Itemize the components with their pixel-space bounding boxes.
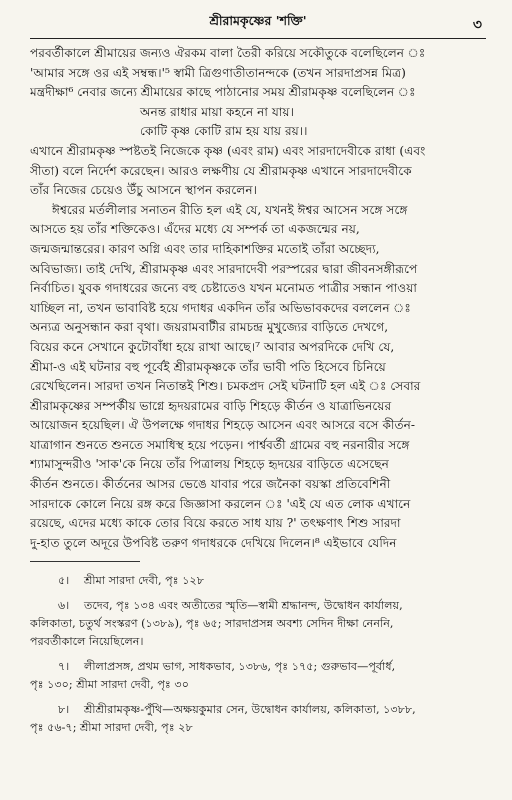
text-line: অন্যত্র অনুসন্ধান করা বৃথা। জয়রামবাটীর রামচন্দ্র মুখুজ্যের বাড়িতে দেখগে, [30,320,389,335]
text-line: রয়েছে, এদের মধ্যে কাকে তোর বিয়ে করতে সাধ যায় ?' তৎক্ষণাৎ শিশু সারদা [30,516,401,531]
text-line: অবিভাজ্য। তাই দেখি, শ্রীরামকৃষ্ণ এবং সারদাদেবী পরস্পরের দ্বারা জীবনসঙ্গীরূপে [30,261,418,276]
footnote-rule [30,561,140,562]
footnote-text: শ্রীশ্রীরামকৃষ্ণ-পুঁথি—অক্ষয়কুমার সেন, উদ্বোধন কার্যালয়, কলিকাতা, ১৩৮৮, [84,703,416,717]
header-rule [30,38,486,39]
paragraph-3 [30,201,486,554]
text-line: মন্ত্রদীক্ষা⁶ নেবার জন্যে শ্রীমায়ের কাছে পাঠানোর সময় শ্রীরামকৃষ্ণ বলেছিলেন ঃ [30,85,416,100]
footnote-text: লীলাপ্রসঙ্গ, প্রথম ভাগ, সাধকভাব, ১৩৮৬, পৃঃ ১৭৫; গুরুভাব—পূর্বার্ধ, [84,660,396,674]
text-line: জন্মজন্মান্তরের। কারণ অগ্নি এবং তার দাহিকাশক্তির মতোই তাঁরা অচ্ছেদ্য, [30,241,380,256]
header-title: শ্রীরামকৃষ্ণের 'শক্তি' [209,13,307,28]
paragraph-1 [30,44,486,103]
page-number: ৩ [472,17,482,33]
footnote-number: ৭। [58,660,70,674]
text-line: শ্রীরামকৃষ্ণের সম্পর্কীয় ভাগ্নে হৃদয়রামের বাড়ি শিহড়ে কীর্তন ও যাত্রাভিনয়ের [30,398,392,413]
text-line: কীর্তন শুনতে। কীর্তনের আসর ভেঙে যাবার পরে জনৈকা বয়স্কা প্রতিবেশিনী [30,477,391,492]
footnote-text: পৃঃ ১৩০; শ্রীমা সারদা দেবী, পৃঃ ৩০ [30,678,189,692]
verse-quote [30,103,486,142]
footnotes [30,572,486,737]
footnote-text: শ্রীমা সারদা দেবী, পৃঃ ১২৮ [84,574,204,588]
text-line: ঈশ্বরের মর্তলীলার সনাতন রীতি হল এই যে, যখনই ঈশ্বর আসেন সঙ্গে সঙ্গে [52,202,408,217]
text-line: সারদাকে কোলে নিয়ে রঙ্গ করে জিজ্ঞাসা করলেন ঃ 'এই যে এত লোক এখানে [30,496,411,511]
footnote-text: কলিকাতা, চতুর্থ সংস্করণ (১৩৮৯), পৃঃ ৬৫; সারদাপ্রসন্ন অবশ্য সেদিন দীক্ষা নেননি, [30,617,394,631]
footnote-number: ৬। [58,599,70,613]
footnote-text: পরবর্তীকালে নিয়েছিলেন। [30,635,144,649]
text-line: 'আমার সঙ্গে ওর এই সম্বন্ধ।'⁵ স্বামী ত্রিগুণাতীতানন্দকে (তখন সারদাপ্রসন্ন মিত্র) [30,65,406,80]
footnote-6 [30,597,486,651]
text-line: আসতে হয় তাঁর শক্তিকেও। এঁদের মধ্যে যে সম্পর্ক তা একজন্মের নয়, [30,222,360,237]
text-line: সীতা) বলে নির্দেশ করেছেন। আরও লক্ষণীয় যে শ্রীরামকৃষ্ণ এখানে সারদাদেবীকে [30,163,412,178]
running-header [30,10,486,36]
footnote-text: পৃঃ ৫৬-৭; শ্রীমা সারদা দেবী, পৃঃ ২৮ [30,721,193,735]
paragraph-2 [30,142,486,201]
text-line: দু-হাত তুলে অদূরে উপবিষ্ট তরুণ গদাধরকে দেখিয়ে দিলেন।⁸ এইভাবে যেদিন [30,535,397,550]
text-line: আয়োজন হয়েছিল। ঐ উপলক্ষে গদাধর শিহড়ে আসেন এবং আসরে বসে কীর্তন- [30,418,415,433]
verse-line: অনন্ত রাধার মায়া কহনে না যায়। [140,104,294,119]
text-line: তাঁর নিজের চেয়েও উঁচু আসনে স্থাপন করলেন। [30,183,257,198]
text-line: নির্বাচিত। যুবক গদাধরের জন্যে বহু চেষ্টাতেও যখন মনোমত পাত্রীর সন্ধান পাওয়া [30,281,417,296]
footnote-text: তদেব, পৃঃ ১৩৪ এবং অতীতের স্মৃতি—স্বামী শ্রদ্ধানন্দ, উদ্বোধন কার্যালয়, [84,599,403,613]
text-line: পরবর্তীকালে শ্রীমায়ের জন্যও ঐরকম বালা তৈরী করিয়ে সকৌতুকে বলেছিলেন ঃ [30,46,426,60]
footnote-8 [30,701,486,737]
verse-line: কোটি কৃষ্ণ কোটি রাম হয় যায় রয়।। [140,124,308,139]
footnote-7 [30,658,486,694]
text-line: শ্যামাসুন্দরীও 'সাক'কে নিয়ে তাঁর পিত্রালয় শিহড়ে হৃদয়ের বাড়িতে এসেছেন [30,457,389,472]
footnote-5 [30,572,486,590]
text-line: বিয়ের কনে সেখানে কুটোবাঁধা হয়ে রাখা আছে।⁷ আবার অপরদিকে দেখি যে, [30,339,395,354]
text-line: যাত্রাগান শুনতে শুনতে সমাধিস্থ হয়ে পড়েন। পার্শ্ববর্তী গ্রামের বহু নরনারীর সঙ্গে [30,437,410,452]
text-line: এখানে শ্রীরামকৃষ্ণ স্পষ্টতই নিজেকে কৃষ্ণ (এবং রাম) এবং সারদাদেবীকে রাধা (এবং [30,143,426,158]
text-line: যাচ্ছিল না, তখন ভাবাবিষ্ট হয়ে গদাধর একদিন তাঁর অভিভাবকদের বললেন ঃ [30,300,411,315]
text-line: শ্রীমা-ও এই ঘটনার বহু পূর্বেই শ্রীরামকৃষ্ণকে তাঁর ভাবী পতি হিসেবে চিনিয়ে [30,359,386,374]
footnote-number: ৫। [58,574,70,588]
text-line: রেখেছিলেন। সারদা তখন নিতান্তই শিশু। চমকপ্রদ সেই ঘটনাটি হল এই ঃ সেবার [30,379,421,394]
footnote-number: ৮। [58,703,70,717]
